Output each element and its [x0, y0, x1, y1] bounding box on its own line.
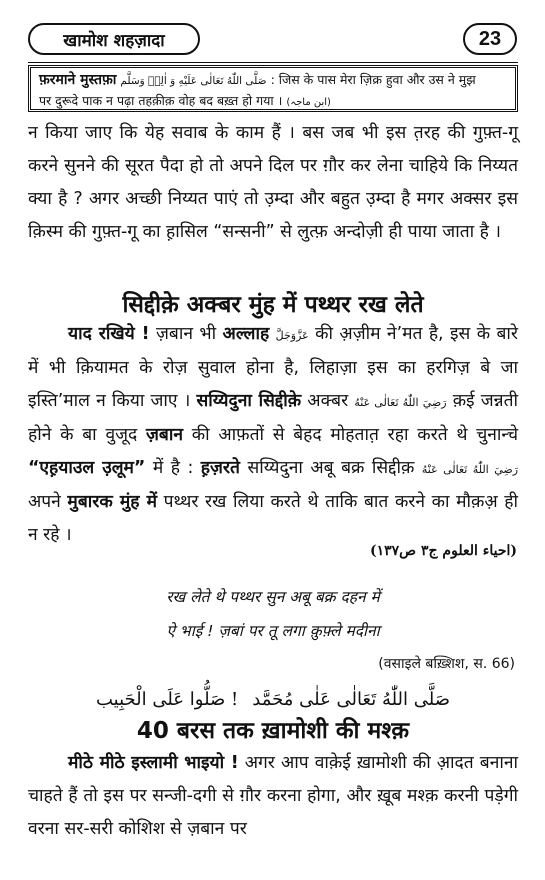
p2-t3: अक्बर: [301, 391, 355, 411]
quote-title: फ़रमाने मुस्तफ़ा: [39, 72, 117, 88]
section-heading-1: सिद्दीक़े अक्बर मुंह में पथ्थर रख लेते: [122, 292, 424, 318]
quote-line-1-text: : जिस के पास मेरा ज़िक्र हुवा और उस ने मुझ: [270, 72, 476, 87]
paragraph-3: [28, 747, 518, 846]
p3-text: अगर आप वाक़ेई ख़ामोशी की आ़दत बनाना चाहते हैं तो इस पर सन्जी-दगी से ग़ौर करना होगा, और ख़ूब मश्क़ करनी पड़ेगी वरना सर-सरी कोशिश से ज़बान पर: [28, 753, 519, 839]
p2-allah: अल्लाह: [222, 324, 270, 344]
section-heading-2: 40 बरस तक ख़ामोशी की मश्क़: [136, 718, 410, 744]
book-title: खामोश शहज़ादा: [28, 23, 200, 55]
p2-book: “एह़याउल उ़लूम”: [28, 458, 146, 478]
arabic-reference: (احیاء العلوم ج۳ ص۱۳۷): [369, 543, 517, 559]
p2-bold-mouth: मुबारक मुंह में: [67, 492, 158, 512]
durood-response: صَلَّى اللّٰهُ تَعَالٰى عَلٰى مُحَمَّد: [252, 688, 451, 710]
hadith-quote-box: [28, 65, 518, 112]
quote-line-1: [39, 70, 507, 91]
verse-source: (वसाइले बख़्शिश, स. 66): [378, 656, 515, 672]
paragraph-1: न किया जाए कि येह सवाब के काम हैं । बस जब भी इस त़रह की गुफ़्त-गू करने सुनने की सूरत पैदा हो तो अपने दिल पर ग़ौर कर लेना चाहिये कि निय्यत क्या है ? अगर अच्छी निय्यत पाएं तो उ़म्दा और बहुत उ़म्दा है मगर अक्सर इस क़िस्म की गुफ़्त-गू का ह़ासिल “सन्सनी” से लुत्फ़ अन्दोज़ी ही पाया जाता है ।: [28, 123, 518, 242]
p2-t4: क़ई जन्नती होने के बा वुजूद: [28, 391, 518, 445]
p2-radi-2: رَضِيَ اللّٰهُ تَعَالٰی عَنْهُ: [421, 463, 519, 476]
p2-t9: पथ्थर रख लिया करते थे ताकि बात करने का मौक़अ़ ही न रहे ।: [28, 492, 518, 545]
verse-line-1: रख लेते थे पथ्थर सुन अबू बक्र दहन में: [166, 588, 380, 606]
p2-t2: की अ़ज़ीम ने’मत है, इस के बारे में भी क़ियामत के रोज़ सुवाल होना है, लिहाज़ा इस का हरगिज़ बे जा इस्ति’माल न किया जाए ।: [28, 324, 519, 411]
p2-bold-hazrat: ह़ज़रते: [200, 458, 240, 478]
quote-line-2-text: पर दुरूदे पाक न पढ़ा तहक़ीक़ वोह बद बख़्त हो गया ।: [39, 93, 283, 108]
durood-call: صَلُّوا عَلَى الْحَبِيب !: [95, 688, 239, 710]
p2-t8: अपने: [28, 492, 68, 512]
p2-bold-zaban: ज़बान: [146, 425, 184, 445]
durood-line: [28, 684, 518, 714]
p2-t5: की आफ़तों से बेहद मोहतात़ रहा करते थे चुनान्चे: [183, 425, 519, 445]
p2-bold-name: सय्यिदुना सिद्दीक़े: [196, 391, 302, 411]
p2-radi-1: رَضِيَ اللّٰهُ تَعَالٰی عَنْهُ: [354, 396, 447, 409]
verse-line-2: ऐ भाई ! ज़बां पर तू लगा क़ुफ़्ले मदीना: [166, 622, 380, 640]
p2-t6: में है :: [145, 458, 201, 478]
quote-line-2: [39, 91, 507, 112]
quote-arabic: صَلَّى اللّٰهُ تَعَالٰى عَلَيْهِ وَ اٰلِهٖ وَسَلَّم: [120, 75, 267, 87]
p2-allah-arabic: عَزَّوَجَلَّ: [275, 329, 309, 342]
quote-source: (ابن ماجہ): [286, 97, 331, 108]
p2-bold-start: याद रखिये !: [68, 324, 150, 344]
page-number: 23: [463, 23, 517, 55]
p2-t7: सय्यिदुना अबू बक्र सिद्दीक़: [239, 458, 422, 478]
header-rule: [28, 62, 518, 63]
p3-bold-start: मीठे मीठे इस्लामी भाइयो !: [68, 753, 239, 773]
paragraph-2: [28, 318, 518, 552]
p2-t1: ज़बान भी: [149, 324, 223, 344]
